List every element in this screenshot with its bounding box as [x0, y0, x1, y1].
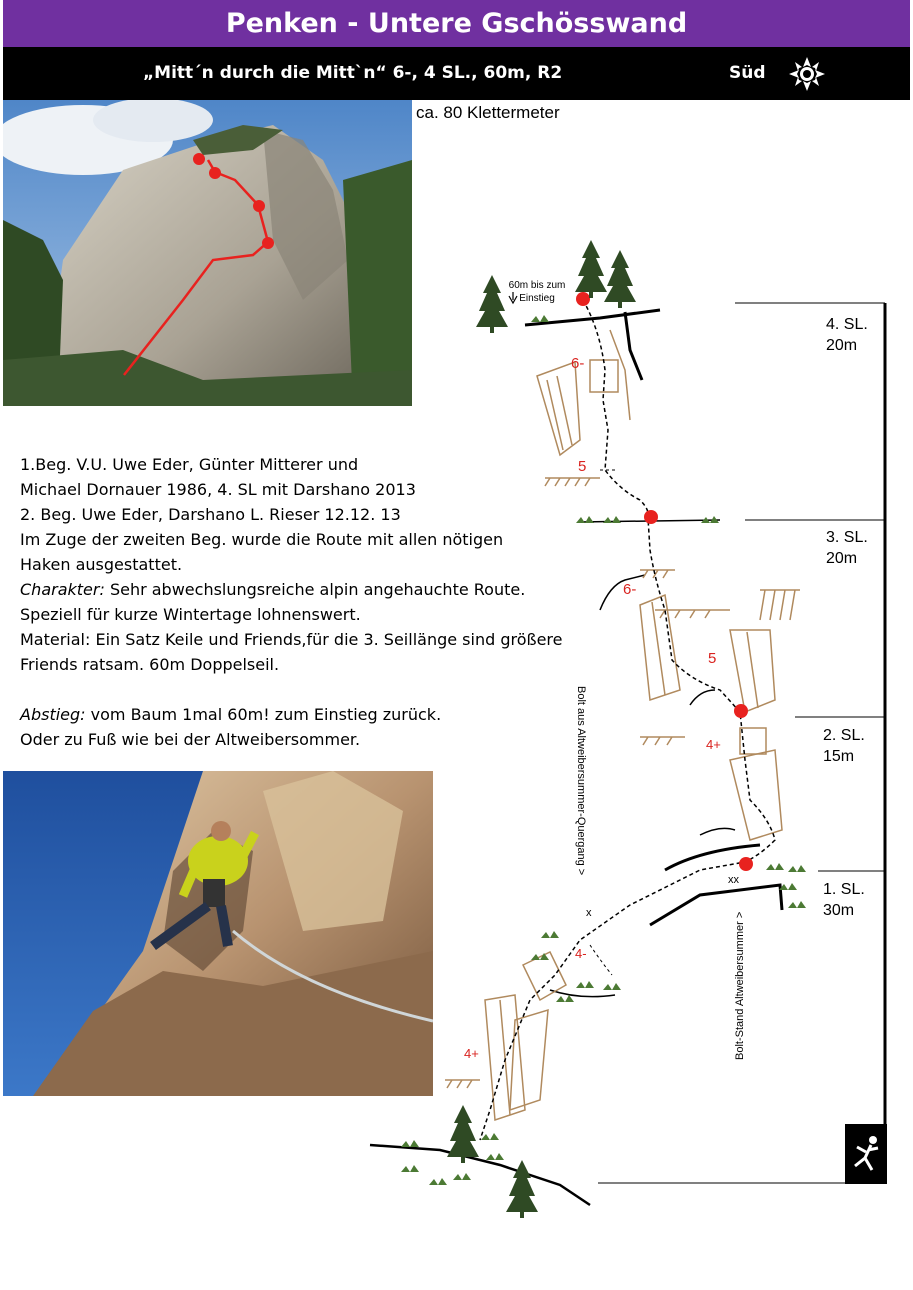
climbing-meters: ca. 80 Klettermeter	[416, 103, 560, 122]
equipment-note: Haken ausgestattet.	[20, 555, 183, 574]
pitch-name: 2. SL.	[823, 727, 865, 744]
equipment-note: Im Zuge der zweiten Beg. wurde die Route mit allen nötigen	[20, 530, 504, 549]
grade-label: 5	[708, 650, 717, 667]
belay-point-icon	[644, 510, 658, 524]
pitch-1-label	[823, 879, 865, 921]
descent-label: Abstieg:	[20, 705, 86, 724]
material-line: Material: Ein Satz Keile und Friends,für die 3. Seillänge sind größere	[20, 630, 563, 649]
grade-label: 4-	[575, 946, 587, 961]
descent-text: vom Baum 1mal 60m! zum Einstieg zurück.	[85, 705, 442, 724]
grade-label: 6-	[623, 581, 637, 598]
material-line: Friends ratsam. 60m Doppelseil.	[20, 655, 280, 674]
svg-text:x: x	[586, 907, 592, 919]
descent-note	[492, 279, 582, 305]
pitch-length: 15m	[823, 748, 855, 765]
pitch-name: 1. SL.	[823, 881, 865, 898]
grade-label: 6-	[571, 355, 585, 372]
character-line: Speziell für kurze Wintertage lohnenswert.	[20, 605, 361, 624]
second-ascent-line: 2. Beg. Uwe Eder, Darshano L. Rieser 12.12. 13	[20, 505, 401, 524]
belay-point-icon	[734, 704, 748, 718]
pitch-2-label	[823, 725, 865, 767]
belay-point-icon	[739, 857, 753, 871]
route-name: „Mitt´n durch die Mitt`n“ 6-, 4 SL., 60m, R2	[143, 63, 563, 83]
page-title: Penken - Untere Gschösswand	[3, 0, 910, 47]
grade-label: 5	[578, 458, 587, 475]
descent-note-line: Einstieg	[519, 293, 555, 304]
descent-line: Oder zu Fuß wie bei der Altweibersommer.	[20, 730, 361, 749]
descent-note-line: 60m bis zum	[508, 280, 566, 291]
pitch-length: 20m	[826, 550, 858, 567]
route-banner	[3, 47, 910, 100]
svg-text:xx: xx	[728, 874, 739, 886]
pitch-3-label	[826, 527, 868, 569]
pitch-length: 20m	[826, 337, 858, 354]
traverse-bolt-label: Bolt aus Altweibersummer-Quergang >	[575, 686, 587, 876]
pitch-name: 3. SL.	[826, 529, 868, 546]
belay-bolt-label: Bolt-Stand Altweibersummer >	[734, 911, 746, 1060]
route-topo	[360, 230, 900, 1230]
pitch-4-label	[826, 314, 868, 356]
climber-icon	[845, 1124, 887, 1184]
aspect-label: Süd	[729, 63, 766, 83]
character-label: Charakter:	[20, 580, 105, 599]
sun-compass-icon	[787, 55, 827, 93]
pitch-name: 4. SL.	[826, 316, 868, 333]
first-ascent-line: 1.Beg. V.U. Uwe Eder, Günter Mitterer und	[20, 455, 359, 474]
tree-icon	[604, 250, 636, 308]
grade-label: 4+	[464, 1046, 479, 1061]
wall-photo	[3, 100, 412, 406]
grade-label: 4+	[706, 737, 721, 752]
tree-icon	[447, 1105, 479, 1163]
first-ascent-line: Michael Dornauer 1986, 4. SL mit Darshano 2013	[20, 480, 416, 499]
pitch-length: 30m	[823, 902, 855, 919]
character-text: Sehr abwechslungsreiche alpin angehauchte Route.	[104, 580, 526, 599]
